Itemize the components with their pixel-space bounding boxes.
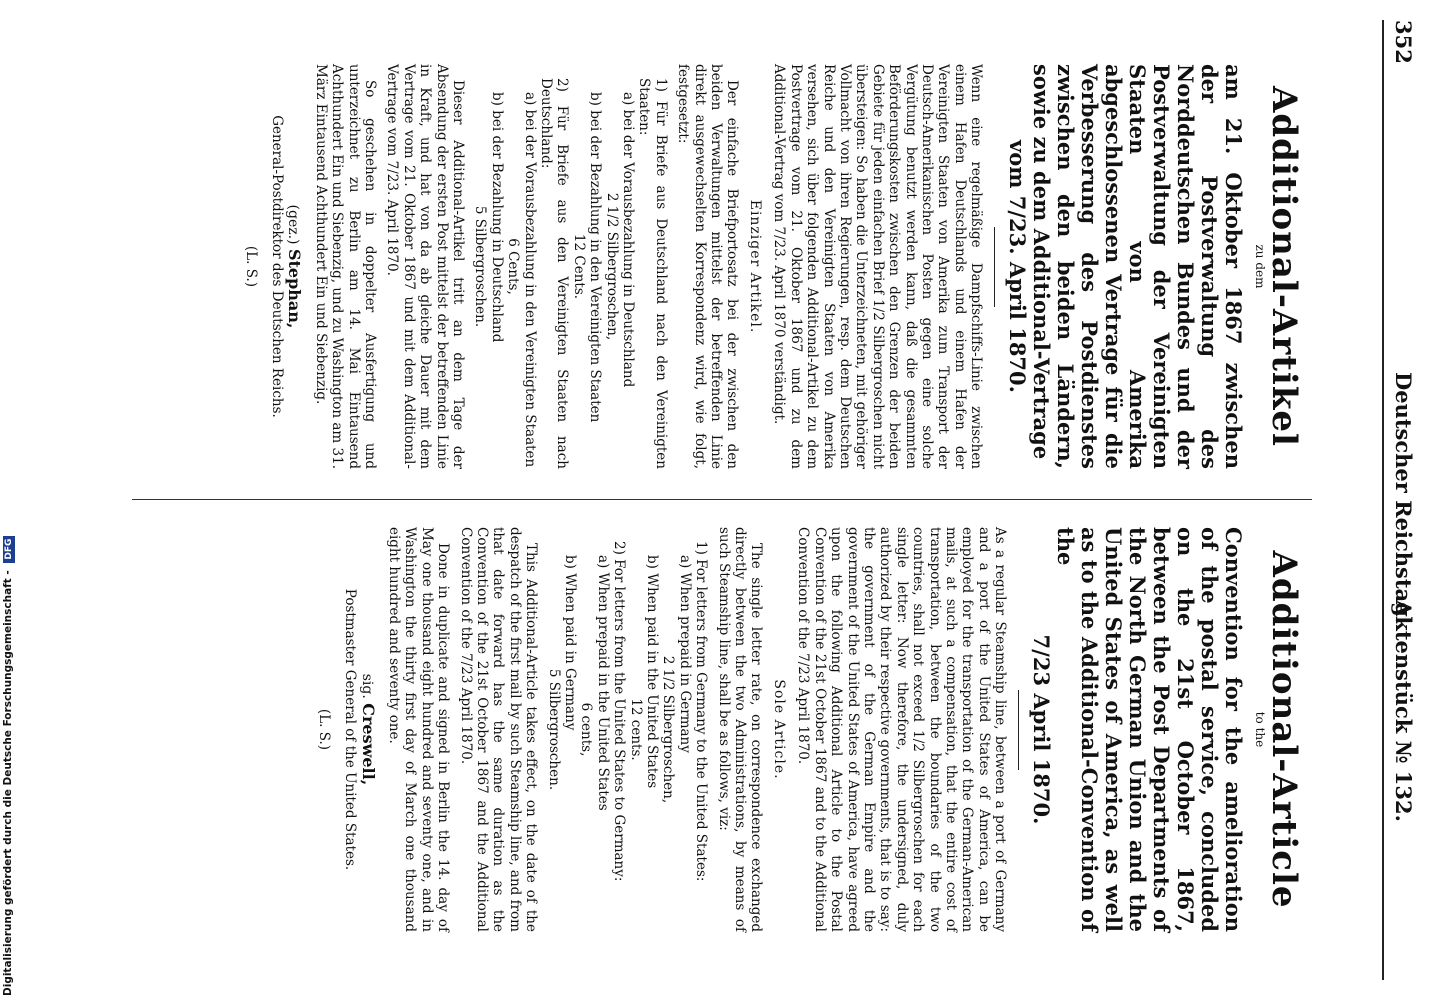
english-sig-name: Creswell, <box>358 703 378 786</box>
column-divider <box>132 499 1312 500</box>
header-rule <box>1382 20 1384 980</box>
dfg-logo: DFG <box>3 536 15 563</box>
german-article-heading: Einziger Artikel. <box>746 199 763 334</box>
english-item-2b-value: 5 Silbergroschen. <box>545 668 562 791</box>
german-sig-prefix: (gez.) <box>285 204 302 245</box>
english-title-text: Convention for the amelioration of the postal service, concluded on the 21st October 1867, between the Post Departments of the North German Union and the United States of America, as well as to the Additional-Convention of the <box>1053 527 1247 932</box>
english-closing: This Additional-Article takes effect, on the date of the despatch of the first mail by such Steamship line, and from that date forward has the same duration as the Convention of the 21st October 1867 and the Additional Convention of the 7/23 April 1870. <box>457 527 540 932</box>
german-signature <box>285 64 305 469</box>
german-title: Additional-Artikel <box>1264 86 1304 447</box>
german-title-block <box>1005 64 1245 469</box>
english-title-block <box>1029 527 1245 932</box>
digitization-footer <box>0 0 30 1000</box>
english-item-1a-value: 2 1/2 Silbergroschen, <box>660 655 677 804</box>
german-item-1a-value: 2 1/2 Silbergroschen, <box>603 192 620 341</box>
english-seal: (L. S.) <box>315 708 332 751</box>
german-done: So geschehen in doppelter Ausfertigung und unterzeichnet zu Berlin am 14. Mai Eintausend Achthundert Ein und Siebenzig, und zu Washington am 31. März Eintausend Achthundert Ein und Siebenzig. <box>312 64 378 469</box>
english-item-1a: a) When prepaid in Germany <box>676 555 693 753</box>
german-item-2b-value: 5 Silbergroschen. <box>472 205 489 328</box>
english-done: Done in duplicate and signed in Berlin the 14. day of May one thousand eight hundred and seventy one, and in Washington the thirty first day of March one thousand eight hundred and seventy one. <box>385 527 452 932</box>
german-item-1b: b) bei der Bezahlung in den Vereinigten Staaten <box>587 92 604 423</box>
english-item-2a-value: 6 cents, <box>578 702 595 757</box>
german-column <box>242 64 1304 469</box>
english-article-heading: Sole Article. <box>770 679 787 780</box>
english-item-1: 1) For letters from Germany to the United States: <box>693 541 710 882</box>
english-item-2b: b) When paid in Germany <box>562 555 579 731</box>
german-closing: Dieser Additional-Artikel tritt an dem Tage der Absendung der ersten Post mittelst der betreffenden Linie in Kraft, und hat von da ab gleiche Dauer mit dem Vertrage vom 21. Oktober 1867 und mit dem Additional-Vertrage vom 7/23. April 1870. <box>384 64 466 469</box>
german-seal: (L. S.) <box>242 245 259 288</box>
german-title-rule <box>994 227 995 307</box>
english-preamble: As a regular Steamship line, between a port of Germany and a port of the United States of America, can be employed for the transportation of the German-American mails, at such a compensation, that the entire cost of transportation, between the boundaries of the two countries, shall not exceed 1/2 Silbergroschen for each single letter: Now therefore, the undersigned, duly authorized by their respective governments, that is to say: the government of the German Empire and the government of the United States of America, have agreed upon the following Additional Article to the Postal Convention of the 21st October 1867 and to the Additional Convention of the 7/23 April 1870. <box>795 527 1009 932</box>
german-title-text: am 21. Oktober 1867 zwischen der Postverwaltung des Norddeutschen Bundes und der Postverwaltung der Vereinigten Staaten von Amerika abgeschlossenen Vertrage für die Verbesserung des Postdienstes zwischen den beiden Ländern, sowie zu dem Additional-Vertrage <box>1029 64 1247 469</box>
english-sig-prefix: sig. <box>358 673 375 699</box>
german-item-2a: a) bei der Vorausbezahlung in den Vereinigten Staaten <box>521 92 538 468</box>
german-connector: zu dem <box>1252 244 1267 289</box>
english-connector: to the <box>1252 711 1267 748</box>
english-item-2a: a) When prepaid in the United States <box>594 555 611 811</box>
english-title: Additional-Article <box>1264 550 1304 909</box>
german-title-date: vom 7/23. April 1870. <box>1005 140 1031 393</box>
german-item-2b: b) bei der Bezahlung in Deutschland <box>488 92 505 343</box>
journal-title: Deutscher Reichstag. <box>1391 372 1416 625</box>
english-column <box>315 527 1304 932</box>
english-title-date: 7/23 April 1870. <box>1029 634 1055 825</box>
page-number: 352 <box>1391 20 1416 64</box>
english-item-2: 2) For letters from the United States to Germany: <box>611 541 628 882</box>
english-article-intro: The single letter rate, on correspondence exchanged directly between the two Administrations, by means of such Steamship line, shall be as follows, viz: <box>715 527 765 932</box>
footer-text: Digitalisierung gefördert durch die Deutsche Forschungsgemeinschaft - <box>2 570 14 996</box>
english-title-rule <box>1018 690 1019 770</box>
english-item-1b: b) When paid in the United States <box>644 555 661 789</box>
german-sig-title: General-Postdirektor des Deutschen Reichs. <box>268 115 285 418</box>
english-sig-title: Postmaster General of the United States. <box>342 588 359 871</box>
german-item-1b-value: 12 Cents. <box>570 233 587 300</box>
german-preamble: Wenn eine regelmäßige Dampfschiffs-Linie zwischen einem Hafen Deutschlands und einem Hafen der Vereinigten Staaten von Amerika zum Transport der Deutsch-Amerikanischen Posten gegen eine solche Vergütung benutzt werden kann, daß die gesammten Beförderungskosten zwischen den Grenzen der beiden Gebiete für jeden einfachen Brief 1/2 Silbergroschen nicht übersteigen: So haben die Unterzeichneten, mit gehöriger Vollmacht von ihren Regierungen, resp. dem Deutschen Reiche und den Vereinigten Staaten von Amerika versehen, sich über folgenden Additional-Artikel zu dem Postvertrage vom 21. Oktober 1867 und zu dem Additional-Vertrag vom 7/23. April 1870 verständigt. <box>771 64 985 469</box>
german-item-2a-value: 6 Cents, <box>505 238 522 295</box>
german-item-1: 1) Für Briefe aus Deutschland nach den Vereinigten Staaten: <box>636 78 669 469</box>
german-item-2: 2) Für Briefe aus den Vereinigten Staaten nach Deutschland: <box>538 78 571 469</box>
english-item-1b-value: 12 cents. <box>627 698 644 761</box>
document-number: Aktenstück № 132. <box>1391 600 1416 822</box>
german-article-intro: Der einfache Briefportosatz bei der zwischen den beiden Verwaltungen mittelst der betreffenden Linie direkt ausgewechselten Korrespondenz wird, wie folgt, festgesetzt: <box>675 64 741 469</box>
german-sig-name: Stephan, <box>285 248 305 329</box>
english-signature <box>358 527 378 932</box>
german-item-1a: a) bei der Vorausbezahlung in Deutschland <box>620 92 637 388</box>
